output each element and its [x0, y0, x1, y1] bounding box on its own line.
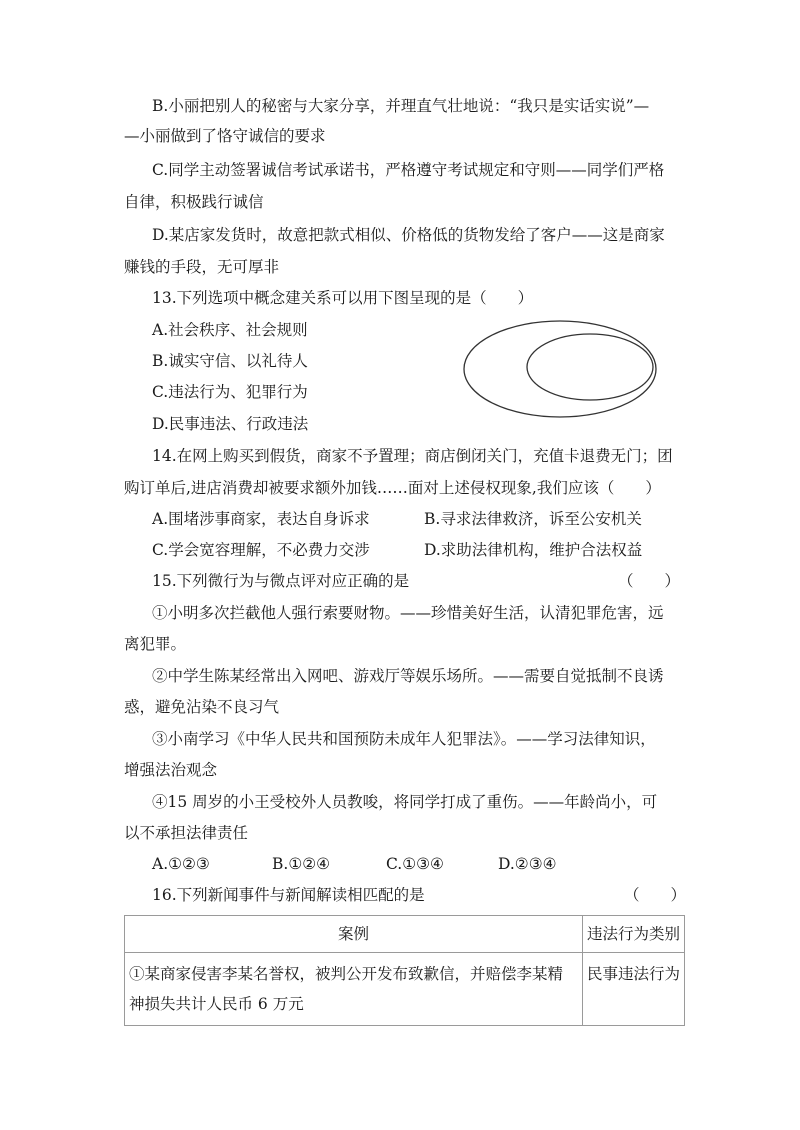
- nested-ellipses-diagram: [462, 318, 662, 420]
- q15-item4-line1: ④15 周岁的小王受校外人员教唆，将同学打成了重伤。——年龄尚小，可: [152, 793, 658, 811]
- q14-option-b: B.寻求法律救济，诉至公安机关: [424, 510, 642, 528]
- q12-option-c-line1: C.同学主动签署诚信考试承诺书，严格遵守考试规定和守则——同学们严格: [152, 161, 665, 179]
- inner-ellipse: [527, 334, 653, 400]
- q15-item3-line1: ③小南学习《中华人民共和国预防未成年人犯罪法》。——学习法律知识，: [152, 730, 656, 748]
- q14-option-c: C.学会宽容理解，不必费力交涉: [152, 541, 370, 559]
- header-case: 案例: [125, 916, 583, 953]
- q15-item2-line1: ②中学生陈某经常出入网吧、游戏厅等娱乐场所。——需要自觉抵制不良诱: [152, 667, 664, 685]
- q13-option-a: A.社会秩序、社会规则: [152, 321, 308, 339]
- q12-option-c-line2: 自律，积极践行诚信: [124, 193, 264, 211]
- q15-item4-line2: 以不承担法律责任: [124, 824, 249, 842]
- case-table: [124, 915, 685, 1026]
- q15-option-c: C.①③④: [386, 855, 444, 873]
- q12-option-b-line2: —小丽做到了恪守诚信的要求: [124, 127, 326, 145]
- q15-stem: 15.下列微行为与微点评对应正确的是: [152, 572, 410, 590]
- q13-option-b: B.诚实守信、以礼待人: [152, 352, 308, 370]
- table-row: [125, 953, 685, 1026]
- q15-item3-line2: 增强法治观念: [124, 761, 218, 779]
- q14-option-d: D.求助法律机构，维护合法权益: [424, 541, 643, 559]
- q14-stem-line1: 14.在网上购买到假货，商家不予置理；商店倒闭关门，充值卡退费无门；团: [152, 447, 673, 465]
- outer-ellipse: [464, 321, 656, 417]
- q14-stem-line2: 购订单后,进店消费却被要求额外加钱……面对上述侵权现象,我们应该（ ）: [124, 479, 661, 497]
- q13-stem: 13.下列选项中概念建关系可以用下图呈现的是（ ）: [152, 289, 534, 307]
- q13-option-d: D.民事违法、行政违法: [152, 415, 309, 433]
- q16-stem: 16.下列新闻事件与新闻解读相匹配的是: [152, 886, 425, 904]
- header-violation-type: 违法行为类别: [583, 916, 685, 953]
- q14-option-a: A.围堵涉事商家，表达自身诉求: [152, 510, 370, 528]
- q15-option-d: D.②③④: [498, 855, 557, 873]
- q12-option-d-line2: 赚钱的手段，无可厚非: [124, 258, 280, 276]
- q15-item1-line1: ①小明多次拦截他人强行索要财物。——珍惜美好生活，认清犯罪危害，远: [152, 604, 664, 622]
- q13-option-c: C.违法行为、犯罪行为: [152, 383, 308, 401]
- q15-option-a: A.①②③: [152, 855, 210, 873]
- q15-answer-paren: （ ）: [618, 572, 681, 590]
- q12-option-d-line1: D.某店家发货时，故意把款式相似、价格低的货物发给了客户——这是商家: [152, 226, 665, 244]
- row1-violation-type: 民事违法行为: [583, 953, 685, 1026]
- q15-item1-line2: 离犯罪。: [124, 635, 187, 653]
- row1-case: ①某商家侵害李某名誉权，被判公开发布致歉信，并赔偿李某精神损失共计人民币 6 万元: [125, 953, 583, 1026]
- q15-option-b: B.①②④: [272, 855, 331, 873]
- q12-option-b-line1: B.小丽把别人的秘密与大家分享，并理直气壮地说：“我只是实话实说”—: [152, 97, 650, 115]
- q15-item2-line2: 惑，避免沾染不良习气: [124, 698, 280, 716]
- table-header-row: [125, 916, 685, 953]
- q16-answer-paren: （ ）: [624, 886, 687, 904]
